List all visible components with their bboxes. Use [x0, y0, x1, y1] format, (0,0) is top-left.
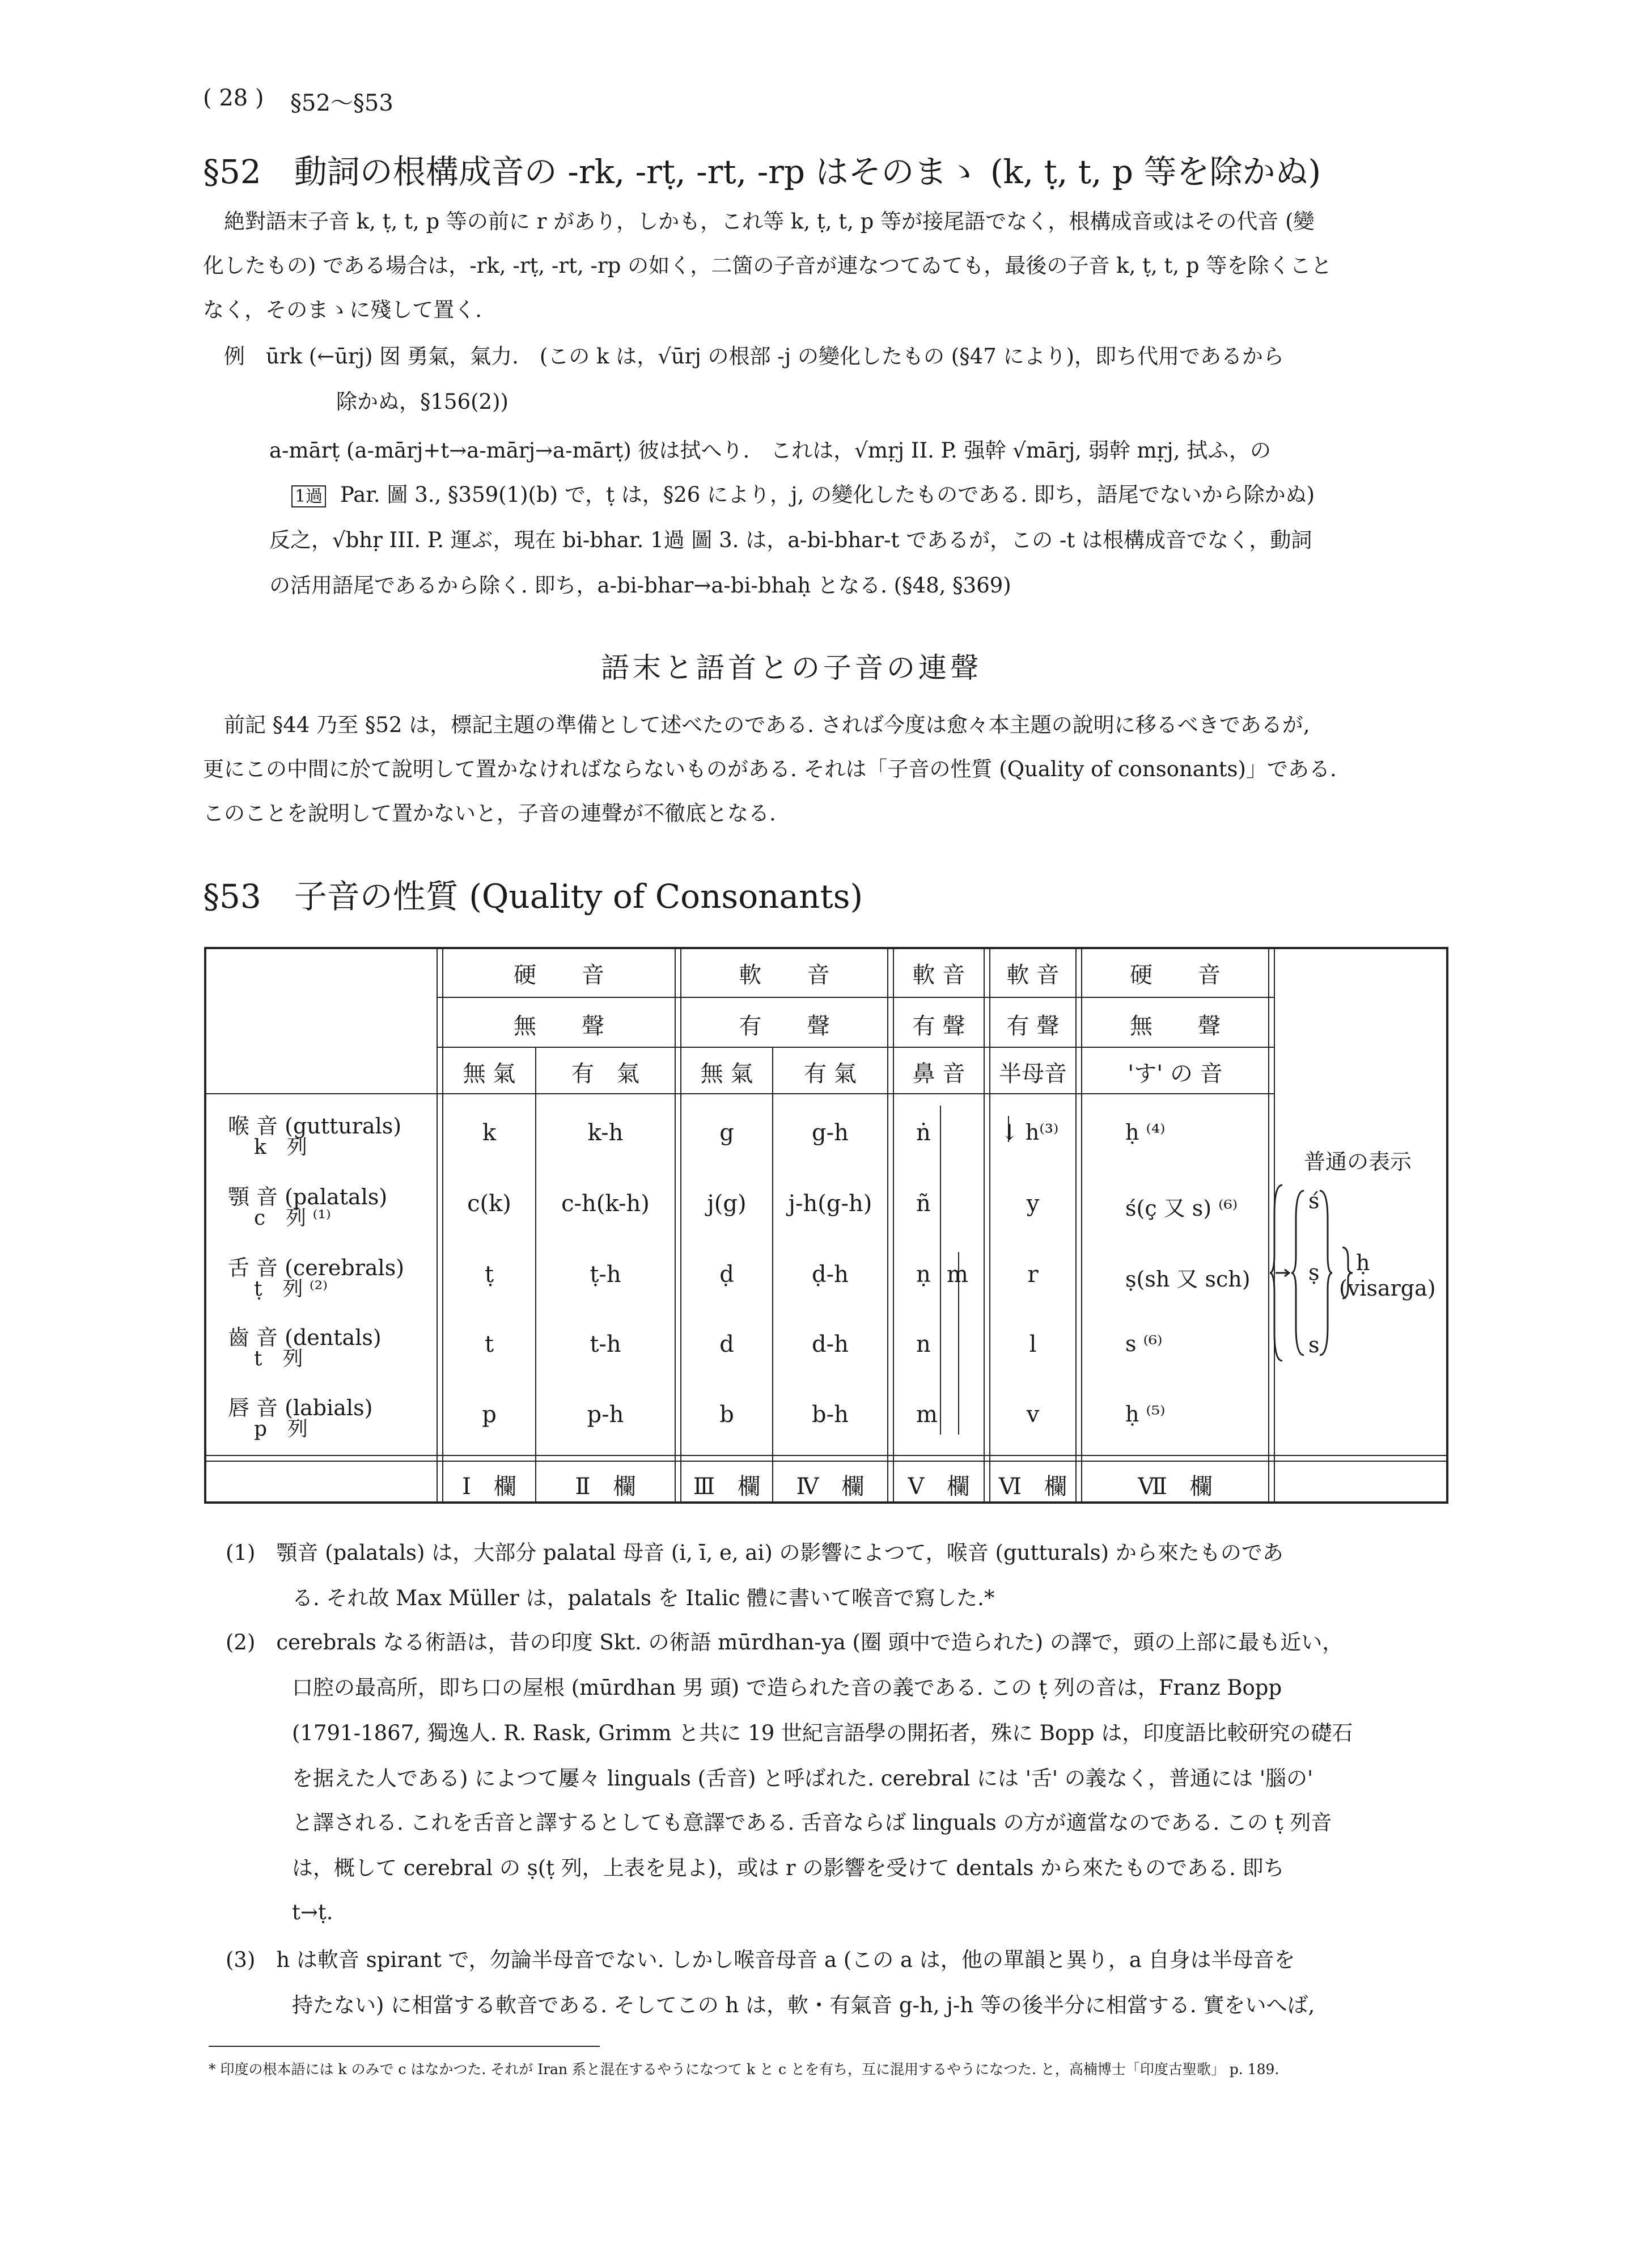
- header-semivowel: 半母音: [999, 1061, 1067, 1087]
- note-1b: る. それ故 Max Müller は，palatals を Italic 體に書いて喉音で寫した.*: [292, 1586, 995, 1610]
- common-s-dental: s: [1308, 1332, 1320, 1357]
- cell-guttural-5: ṅ: [916, 1120, 931, 1146]
- row-label-gutturals: 喉 音 (gutturals): [228, 1114, 402, 1139]
- s52-example-2a: a-mārṭ (a-mārj+t→a-mārj→a-mārṭ) 彼は拭へり. これは，√mṛj II. P. 强幹 √mārj, 弱幹 mṛj, 拭ふ，の: [269, 438, 1271, 463]
- s52-para-line-1: 絶對語末子音 k, ṭ, t, p 等の前に r があり，しかも，これ等 k, ṭ, t, p 等が接尾語でなく，根構成音或はその代音 (變: [224, 209, 1315, 234]
- section-52-title: §52 動詞の根構成音の -rk, -rṭ, -rt, -rp はそのまゝ (k, ṭ, t, p 等を除かぬ): [203, 153, 1321, 191]
- cell-guttural-7: ḥ ⁽⁴⁾: [1125, 1120, 1166, 1145]
- s52-example-3b: の活用語尾であるから除く. 即ち，a-bi-bhar→a-bi-bhaḥ となる. (§48, §369): [269, 573, 1011, 598]
- row-sub-dentals: t 列: [254, 1347, 303, 1370]
- cell-dental-3: d: [719, 1331, 734, 1357]
- col-label-6: Ⅵ 欄: [998, 1474, 1067, 1500]
- col-label-7: Ⅶ 欄: [1138, 1474, 1213, 1500]
- cell-dental-4: d-h: [812, 1331, 849, 1357]
- cell-palatal-3: j(g): [707, 1191, 747, 1217]
- cell-palatal-6: y: [1026, 1191, 1040, 1217]
- common-s-cerebral: ṣ: [1308, 1260, 1320, 1285]
- section-53-title: §53 子音の性質 (Quality of Consonants): [203, 877, 863, 916]
- header-voiceless-1: 無 聲: [514, 1013, 604, 1039]
- cell-palatal-4: j-h(g-h): [788, 1191, 872, 1217]
- cell-dental-6: l: [1029, 1331, 1037, 1357]
- cell-cerebral-7: ṣ(sh 又 sch): [1125, 1267, 1251, 1292]
- note-3b: 持たない) に相當する軟音である. そしてこの h は，軟・有氣音 g-h, j-h 等の後半分に相當する. 實をいへば,: [292, 1993, 1315, 2017]
- col-label-1: Ⅰ 欄: [462, 1474, 516, 1500]
- header-nasal: 鼻 音: [912, 1061, 965, 1087]
- footnote-rule: [209, 2046, 600, 2047]
- cell-dental-2: t-h: [590, 1331, 621, 1357]
- common-notation-label: 普通の表示: [1304, 1149, 1412, 1174]
- mid-para-line-3: このことを說明して置かないと，子音の連聲が不徹底となる.: [203, 801, 776, 826]
- s52-example-3a: 反之，√bhṛ III. P. 運ぶ，現在 bi-bhar. 1過 圖 3. は，a-bi-bhar-t であるが，この -t は根構成音でなく，動詞: [269, 528, 1312, 552]
- common-s-palatal: ś: [1308, 1188, 1320, 1213]
- row-label-palatals: 顎 音 (palatals): [228, 1184, 388, 1209]
- common-notation-braces: [1270, 1179, 1440, 1366]
- common-visarga: ḥ: [1356, 1250, 1370, 1275]
- header-aspirated-1: 有 氣: [571, 1061, 639, 1087]
- note-2e: と譯される. これを舌音と譯するとしても意譯である. 舌音ならば linguals の方が適當なのである. この ṭ 列音: [292, 1810, 1332, 1835]
- header-soft-nasal: 軟 音: [912, 962, 965, 988]
- mid-para-line-2: 更にこの中間に於て說明して置かなければならないものがある. それは「子音の性質 (Quality of consonants)」である.: [203, 757, 1337, 781]
- cell-palatal-2: c-h(k-h): [561, 1191, 650, 1217]
- cell-guttural-4: g-h: [812, 1120, 849, 1146]
- s52-example-2b: Par. 圖 3., §359(1)(b) で，ṭ は，§26 により，j, の變化したものである. 即ち，語尾でないから除かぬ): [340, 483, 1315, 507]
- cell-cerebral-3: ḍ: [719, 1262, 734, 1288]
- note-2a: (2) cerebrals なる術語は，昔の印度 Skt. の術語 mūrdhan-ya (圈 頭中で造られた) の譯で，頭の上部に最も近い，: [226, 1630, 1344, 1655]
- header-soft-1: 軟 音: [739, 962, 830, 988]
- cell-cerebral-6: r: [1027, 1262, 1039, 1288]
- col-label-3: Ⅲ 欄: [693, 1474, 761, 1500]
- cell-cerebral-2: ṭ-h: [590, 1262, 621, 1288]
- cell-labial-1: p: [482, 1402, 497, 1428]
- cell-palatal-5: ñ: [916, 1191, 931, 1217]
- aorist-box: 1過: [291, 485, 326, 507]
- cell-palatal-1: c(k): [467, 1191, 511, 1217]
- page-number: ( 28 ): [203, 85, 264, 111]
- row-label-labials: 唇 音 (labials): [228, 1395, 373, 1420]
- header-sibilant: 'す' の 音: [1128, 1061, 1223, 1087]
- cell-labial-5: m: [916, 1402, 938, 1428]
- header-unaspirated-1: 無 氣: [463, 1061, 516, 1087]
- cell-guttural-3: g: [719, 1120, 734, 1146]
- header-unaspirated-2: 無 氣: [700, 1061, 753, 1087]
- note-2c: (1791-1867, 獨逸人. R. Rask, Grimm と共に 19 世紀言語學の開拓者，殊に Bopp は，印度語比較研究の礎石: [292, 1721, 1353, 1745]
- col-label-5: Ⅴ 欄: [908, 1474, 970, 1500]
- section-range: §52〜§53: [290, 90, 393, 116]
- cell-nasal-m: m: [947, 1262, 968, 1288]
- note-2b: 口腔の最高所，即ち口の屋根 (mūrdhan 男 頭) で造られた音の義である. この ṭ 列の音は，Franz Bopp: [292, 1675, 1282, 1700]
- cell-dental-5: n: [916, 1331, 931, 1357]
- header-soft-semivowel: 軟 音: [1006, 962, 1060, 988]
- cell-dental-7: s ⁽⁶⁾: [1125, 1331, 1163, 1356]
- note-2f: は，概して cerebral の ṣ(ṭ 列，上表を見よ)，或は r の影響を受けて dentals から來たものである. 即ち: [292, 1856, 1285, 1880]
- table-border-top: [204, 947, 1448, 949]
- header-voiced-nasal: 有 聲: [912, 1013, 965, 1039]
- row-label-cerebrals: 舌 音 (cerebrals): [228, 1255, 405, 1280]
- cell-dental-1: t: [484, 1331, 494, 1357]
- note-2g: t→ṭ.: [292, 1900, 333, 1924]
- cell-guttural-1: k: [482, 1120, 497, 1146]
- cell-labial-2: p-h: [587, 1402, 624, 1428]
- col-label-4: Ⅳ 欄: [796, 1474, 865, 1500]
- row-sub-gutturals: k 列: [254, 1136, 307, 1159]
- cell-palatal-7: ś(ç 又 s) ⁽⁶⁾: [1125, 1196, 1238, 1221]
- s52-example-2b-box: [291, 473, 326, 519]
- table-border-left: [204, 947, 206, 1504]
- row-sub-labials: p 列: [254, 1417, 308, 1441]
- header-aspirated-2: 有 氣: [804, 1061, 857, 1087]
- row-sub-palatals: c 列 ⁽¹⁾: [254, 1207, 331, 1230]
- note-2d: を据えた人である) によつて屢々 linguals (舌音) と呼ばれた. cerebral には '舌' の義なく，普通には '腦の': [292, 1766, 1313, 1791]
- header-voiced-semivowel: 有 聲: [1006, 1013, 1060, 1039]
- cell-guttural-6: ↓ h⁽³⁾: [1001, 1120, 1059, 1145]
- row-label-dentals: 齒 音 (dentals): [228, 1325, 382, 1350]
- s52-para-line-3: なく，そのまゝに殘して置く.: [203, 298, 482, 322]
- col-label-2: Ⅱ 欄: [575, 1474, 636, 1500]
- cell-labial-7: ḥ ⁽⁵⁾: [1125, 1402, 1166, 1427]
- table-border-right: [1446, 947, 1448, 1504]
- header-hard-sibilant: 硬 音: [1130, 962, 1221, 988]
- row-sub-cerebrals: ṭ 列 ⁽²⁾: [254, 1277, 328, 1301]
- cell-labial-6: v: [1026, 1402, 1040, 1428]
- header-voiceless-sibilant: 無 聲: [1130, 1013, 1221, 1039]
- s52-example-1a: 例 ūrk (←ūrj) 囡 勇氣，氣力. (この k は，√ūrj の根部 -j の變化したもの (§47 により)，即ち代用であるから: [224, 344, 1285, 369]
- cell-labial-4: b-h: [812, 1402, 849, 1428]
- cell-cerebral-4: ḍ-h: [812, 1262, 849, 1288]
- note-3a: (3) h は軟音 spirant で，勿論半母音でない. しかし喉音母音 a (この a は，他の單韻と異り，a 自身は半母音を: [226, 1948, 1295, 1972]
- common-visarga-label: (visarga): [1339, 1276, 1436, 1301]
- table-border-bottom: [204, 1501, 1448, 1504]
- s52-example-1b: 除かぬ，§156(2)): [336, 390, 509, 414]
- cell-cerebral-1: ṭ: [484, 1262, 494, 1288]
- cell-labial-3: b: [719, 1402, 734, 1428]
- s52-para-line-2: 化したもの) である場合は，-rk, -rṭ, -rt, -rp の如く，二箇の子音が連なつてゐても，最後の子音 k, ṭ, t, p 等を除くこと: [203, 253, 1332, 278]
- cell-guttural-2: k-h: [587, 1120, 624, 1146]
- footnote: * 印度の根本語には k のみで c はなかつた. それが Iran 系と混在するやうになつて k と c とを有ち，互に混用するやうになつた. と，高楠博士「印度古聖歌」 p. 189.: [209, 2061, 1279, 2077]
- mid-para-line-1: 前記 §44 乃至 §52 は，標記主題の準備として述べたのである. されば今度は愈々本主題の說明に移るべきであるが,: [224, 713, 1310, 737]
- cell-cerebral-5: ṇ: [916, 1262, 931, 1288]
- sandhi-heading: 語末と語首との子音の連聲: [601, 651, 982, 684]
- header-voiced-1: 有 聲: [739, 1013, 830, 1039]
- header-hard-1: 硬 音: [514, 962, 604, 988]
- note-1a: (1) 顎音 (palatals) は，大部分 palatal 母音 (i, ī, e, ai) の影響によつて，喉音 (gutturals) から來たものであ: [226, 1541, 1283, 1565]
